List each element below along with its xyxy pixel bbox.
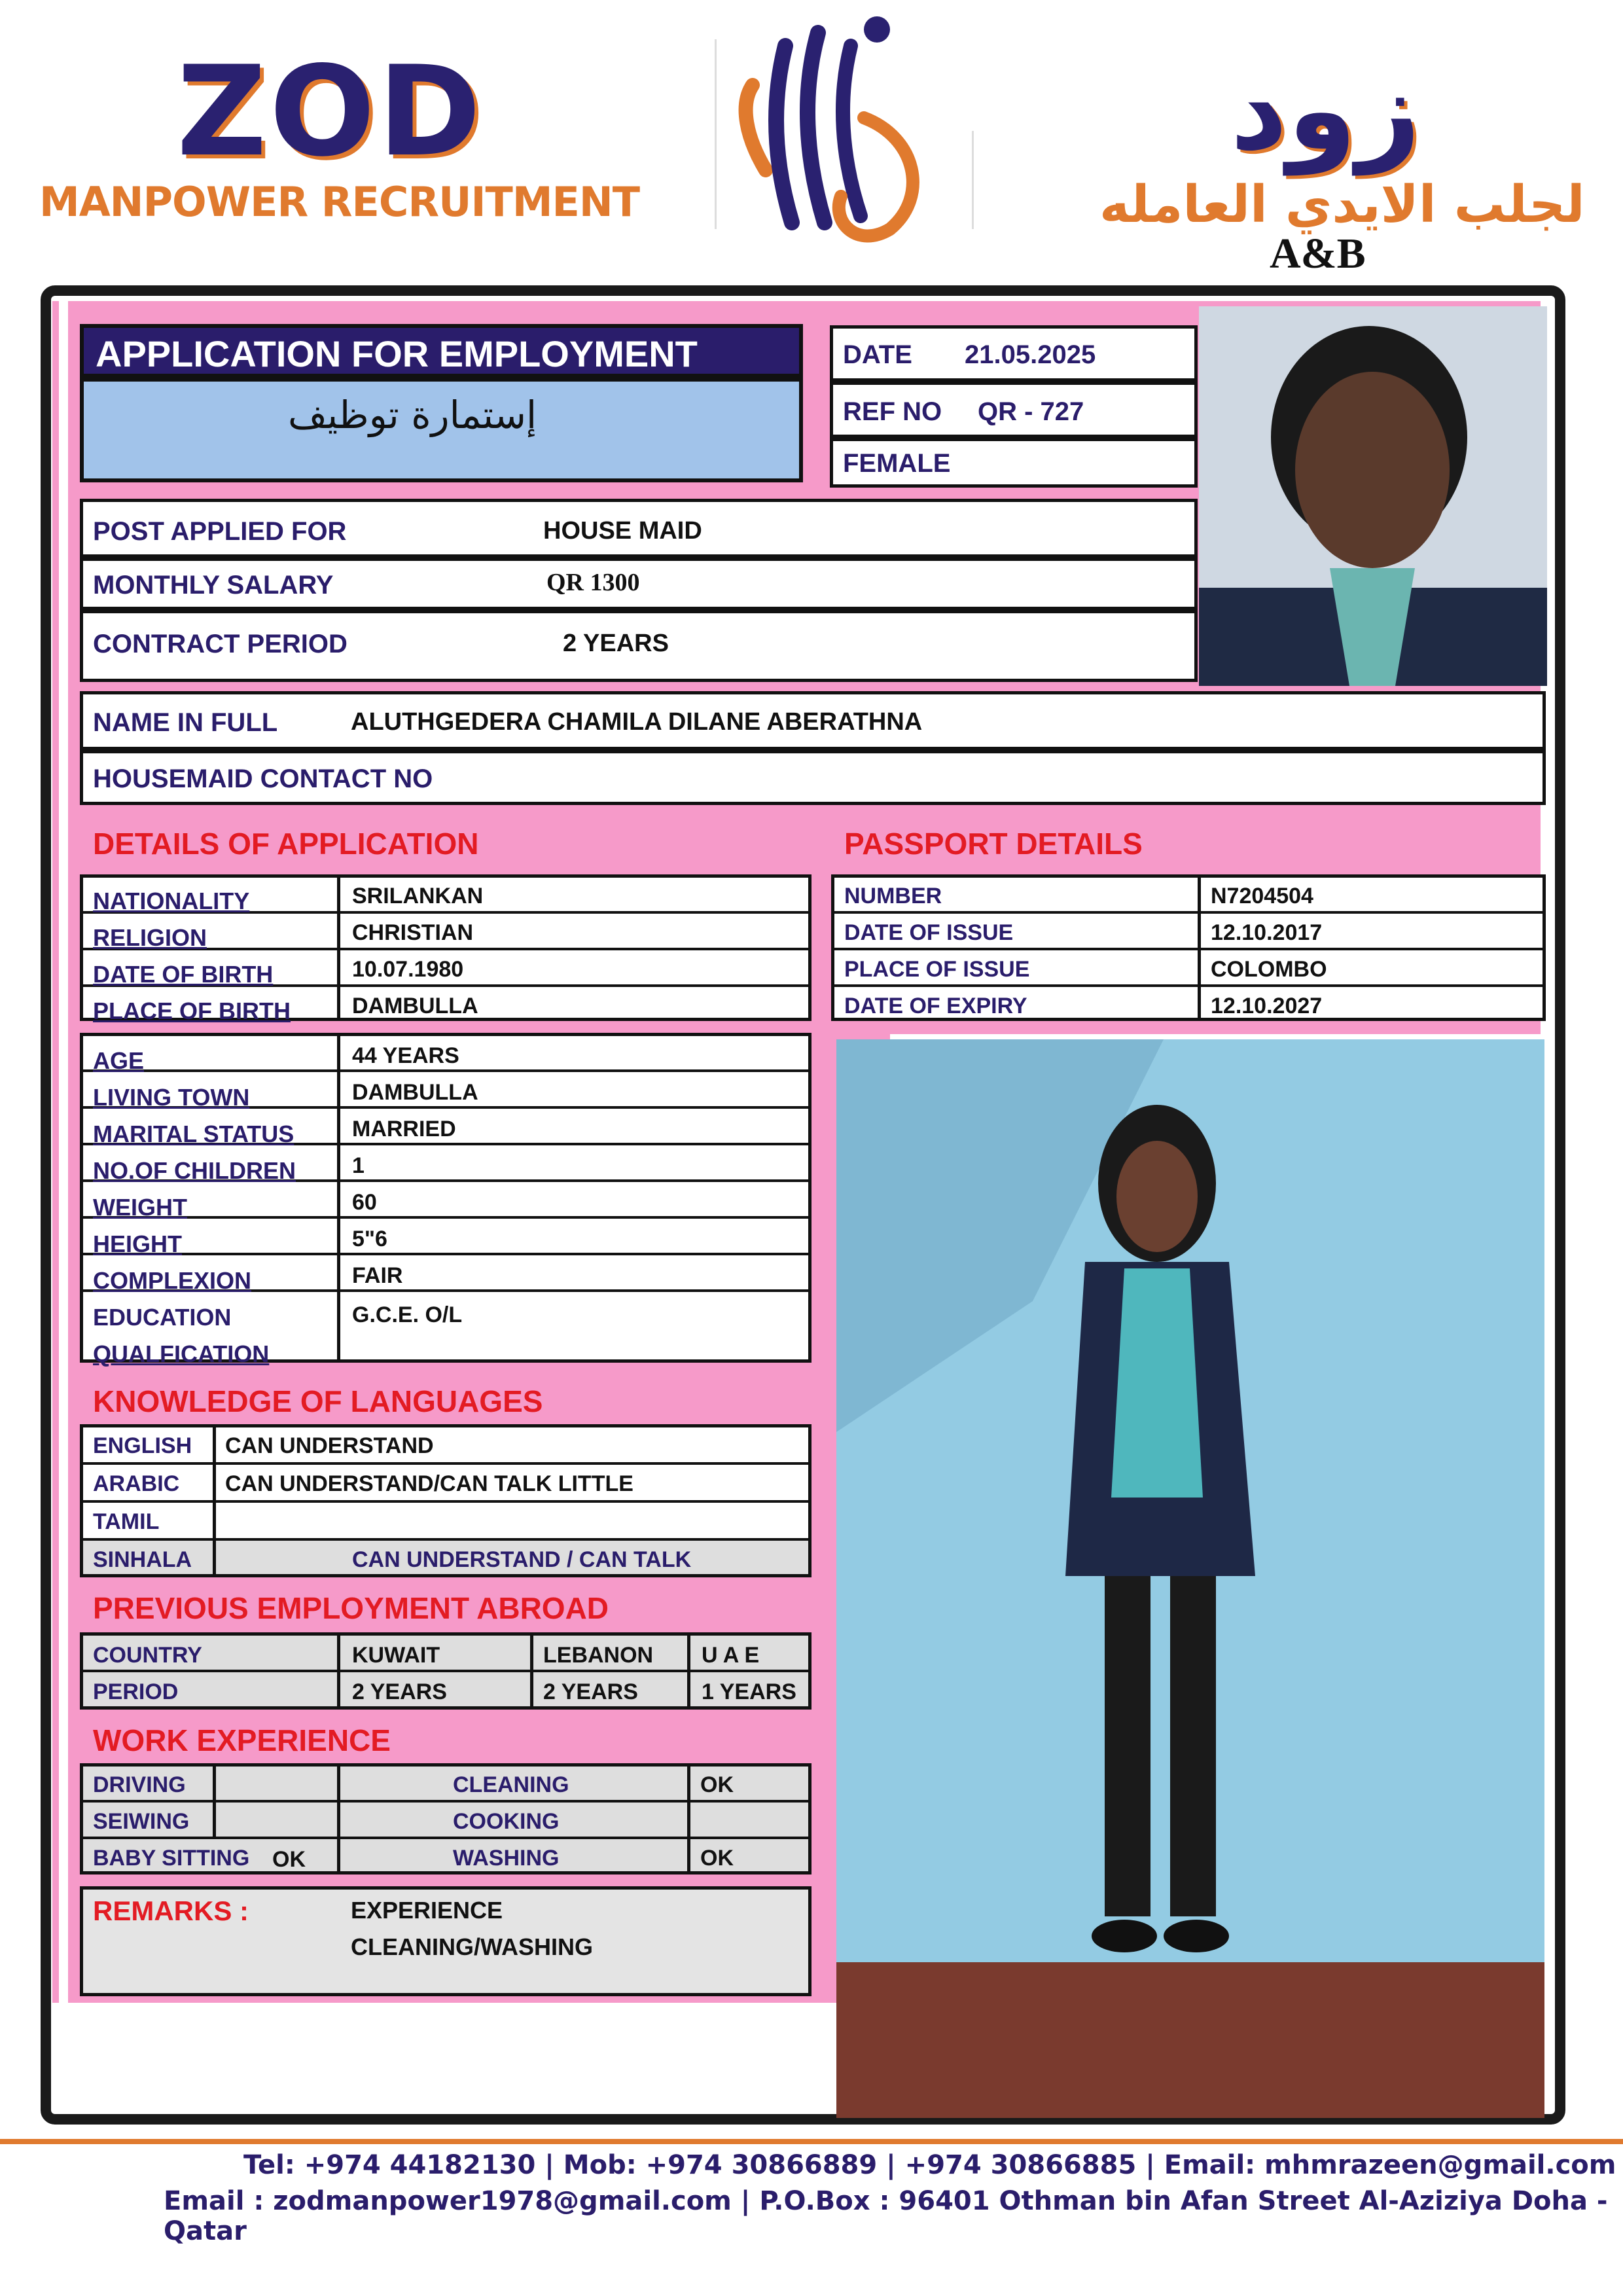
name-label: NAME IN FULL: [93, 708, 278, 737]
religion-value: CHRISTIAN: [352, 920, 474, 945]
header-divider-right: [972, 131, 974, 229]
pob-label: PLACE OF BIRTH: [93, 997, 291, 1024]
footer-divider: [0, 2139, 1623, 2144]
children-value: 1: [352, 1153, 365, 1178]
ref-label: REF NO: [843, 397, 942, 426]
education-value: G.C.E. O/L: [352, 1302, 463, 1327]
date-label: DATE: [843, 340, 912, 369]
brand-logo-text: ZOD: [177, 39, 484, 184]
country-2: LEBANON: [543, 1643, 654, 1668]
date-value: 21.05.2025: [965, 340, 1096, 369]
row-line: [831, 911, 1546, 914]
zod-logo-icon: [726, 7, 936, 255]
baby-sitting-label: BABY SITTING: [93, 1846, 250, 1871]
details-table-2-divider: [337, 1033, 340, 1363]
arabic-value: CAN UNDERSTAND/CAN TALK LITTLE: [225, 1471, 633, 1496]
period-1: 2 YEARS: [352, 1679, 447, 1704]
portrait-image: [1199, 306, 1547, 686]
remarks-label: REMARKS :: [93, 1895, 249, 1926]
salary-value: QR 1300: [546, 569, 640, 596]
nationality-label: NATIONALITY: [93, 888, 250, 914]
passport-expiry-value: 12.10.2027: [1211, 994, 1323, 1018]
complexion-label: COMPLEXION: [93, 1267, 252, 1294]
col-line: [337, 1763, 340, 1874]
sewing-label: SEIWING: [93, 1809, 190, 1834]
salary-label: MONTHLY SALARY: [93, 571, 334, 600]
full-body-image: [836, 1039, 1544, 2118]
cooking-label: COOKING: [453, 1809, 560, 1834]
passport-title: PASSPORT DETAILS: [844, 827, 1143, 861]
country-3: U A E: [702, 1643, 760, 1668]
baby-sitting-value: OK: [272, 1847, 306, 1872]
cleaning-label: CLEANING: [453, 1772, 569, 1797]
footer-contact-line-1: Tel: +974 44182130 | Mob: +974 30866889 | +974 30866885 | Email: mhmrazeen@gmail.com: [243, 2150, 1616, 2180]
previous-title: PREVIOUS EMPLOYMENT ABROAD: [93, 1591, 609, 1625]
name-value: ALUTHGEDERA CHAMILA DILANE ABERATHNA: [351, 708, 923, 736]
age-value: 44 YEARS: [352, 1043, 459, 1068]
pob-value: DAMBULLA: [352, 994, 478, 1018]
dob-label: DATE OF BIRTH: [93, 961, 274, 988]
footer-contact-line-2: Email : zodmanpower1978@gmail.com | P.O.Box : 96401 Othman bin Afan Street Al-Aziziya Doha - Qatar: [164, 2186, 1608, 2246]
passport-expiry-label: DATE OF EXPIRY: [844, 994, 1027, 1018]
living-town-value: DAMBULLA: [352, 1080, 478, 1105]
washing-label: WASHING: [453, 1846, 560, 1871]
period-2: 2 YEARS: [543, 1679, 638, 1704]
brand-subtitle: MANPOWER RECRUITMENT: [39, 178, 640, 226]
country-label: COUNTRY: [93, 1643, 202, 1668]
full-body-photo: [836, 1039, 1544, 2118]
post-value: HOUSE MAID: [543, 517, 702, 545]
weight-label: WEIGHT: [93, 1194, 187, 1221]
left-pink-stripe: [52, 301, 59, 2003]
sinhala-label: SINHALA: [93, 1547, 192, 1572]
passport-issue-date-label: DATE OF ISSUE: [844, 920, 1014, 945]
cleaning-value: OK: [700, 1772, 734, 1797]
ref-value: QR - 727: [978, 397, 1084, 426]
washing-value: OK: [700, 1846, 734, 1871]
complexion-value: FAIR: [352, 1263, 403, 1288]
weight-value: 60: [352, 1190, 377, 1215]
contract-value: 2 YEARS: [563, 630, 669, 657]
row-line: [831, 948, 1546, 950]
nationality-value: SRILANKAN: [352, 884, 484, 908]
height-value: 5"6: [352, 1227, 387, 1251]
col-line: [337, 1632, 340, 1710]
col-line: [687, 1763, 690, 1874]
row-line: [80, 1800, 812, 1803]
education-label-1: EDUCATION: [93, 1304, 232, 1331]
row-line: [80, 1216, 812, 1219]
remarks-line-1: EXPERIENCE: [351, 1897, 503, 1924]
passport-number-label: NUMBER: [844, 884, 942, 908]
form-title-arabic: إستمارة توظيف: [288, 393, 537, 437]
religion-label: RELIGION: [93, 924, 207, 951]
passport-issue-place-value: COLOMBO: [1211, 957, 1327, 982]
marital-status-label: MARITAL STATUS: [93, 1121, 294, 1147]
arabic-subtitle: لجلب الايدي العامله: [1099, 175, 1585, 234]
row-line: [80, 1670, 812, 1672]
passport-photo: [1199, 306, 1547, 686]
languages-title: KNOWLEDGE OF LANGUAGES: [93, 1384, 543, 1418]
children-label: NO.OF CHILDREN: [93, 1157, 296, 1184]
driving-label: DRIVING: [93, 1772, 186, 1797]
header-divider-left: [715, 39, 717, 229]
brand-ab: A&B: [1270, 230, 1366, 278]
passport-issue-date-value: 12.10.2017: [1211, 920, 1323, 945]
post-label: POST APPLIED FOR: [93, 517, 347, 546]
dob-value: 10.07.1980: [352, 957, 464, 982]
period-3: 1 YEARS: [702, 1679, 796, 1704]
contact-label: HOUSEMAID CONTACT NO: [93, 764, 433, 793]
remarks-line-2: CLEANING/WASHING: [351, 1933, 594, 1960]
passport-issue-place-label: PLACE OF ISSUE: [844, 957, 1030, 982]
col-line: [530, 1632, 533, 1710]
contract-label: CONTRACT PERIOD: [93, 630, 348, 658]
work-title: WORK EXPERIENCE: [93, 1723, 391, 1757]
row-line: [831, 984, 1546, 987]
passport-number-value: N7204504: [1211, 884, 1313, 908]
age-label: AGE: [93, 1047, 145, 1074]
tamil-label: TAMIL: [93, 1509, 160, 1534]
gender-value: FEMALE: [843, 449, 951, 478]
country-1: KUWAIT: [352, 1643, 440, 1668]
marital-status-value: MARRIED: [352, 1117, 456, 1141]
height-label: HEIGHT: [93, 1230, 183, 1257]
english-value: CAN UNDERSTAND: [225, 1433, 434, 1458]
details-title: DETAILS OF APPLICATION: [93, 827, 479, 861]
bottom-blank-area: [63, 2005, 835, 2110]
row-line: [80, 1253, 812, 1255]
col-line: [687, 1632, 690, 1710]
sinhala-value: CAN UNDERSTAND / CAN TALK: [352, 1547, 692, 1572]
education-label-2: QUALFICATION: [93, 1340, 270, 1367]
form-title: APPLICATION FOR EMPLOYMENT: [96, 333, 698, 374]
row-line: [80, 1069, 812, 1072]
period-label: PERIOD: [93, 1679, 179, 1704]
arabic-brand: زود: [1230, 46, 1421, 175]
english-label: ENGLISH: [93, 1433, 192, 1458]
row-line: [80, 1837, 812, 1839]
arabic-label: ARABIC: [93, 1471, 180, 1496]
living-town-label: LIVING TOWN: [93, 1084, 250, 1111]
col-line: [213, 1763, 216, 1837]
